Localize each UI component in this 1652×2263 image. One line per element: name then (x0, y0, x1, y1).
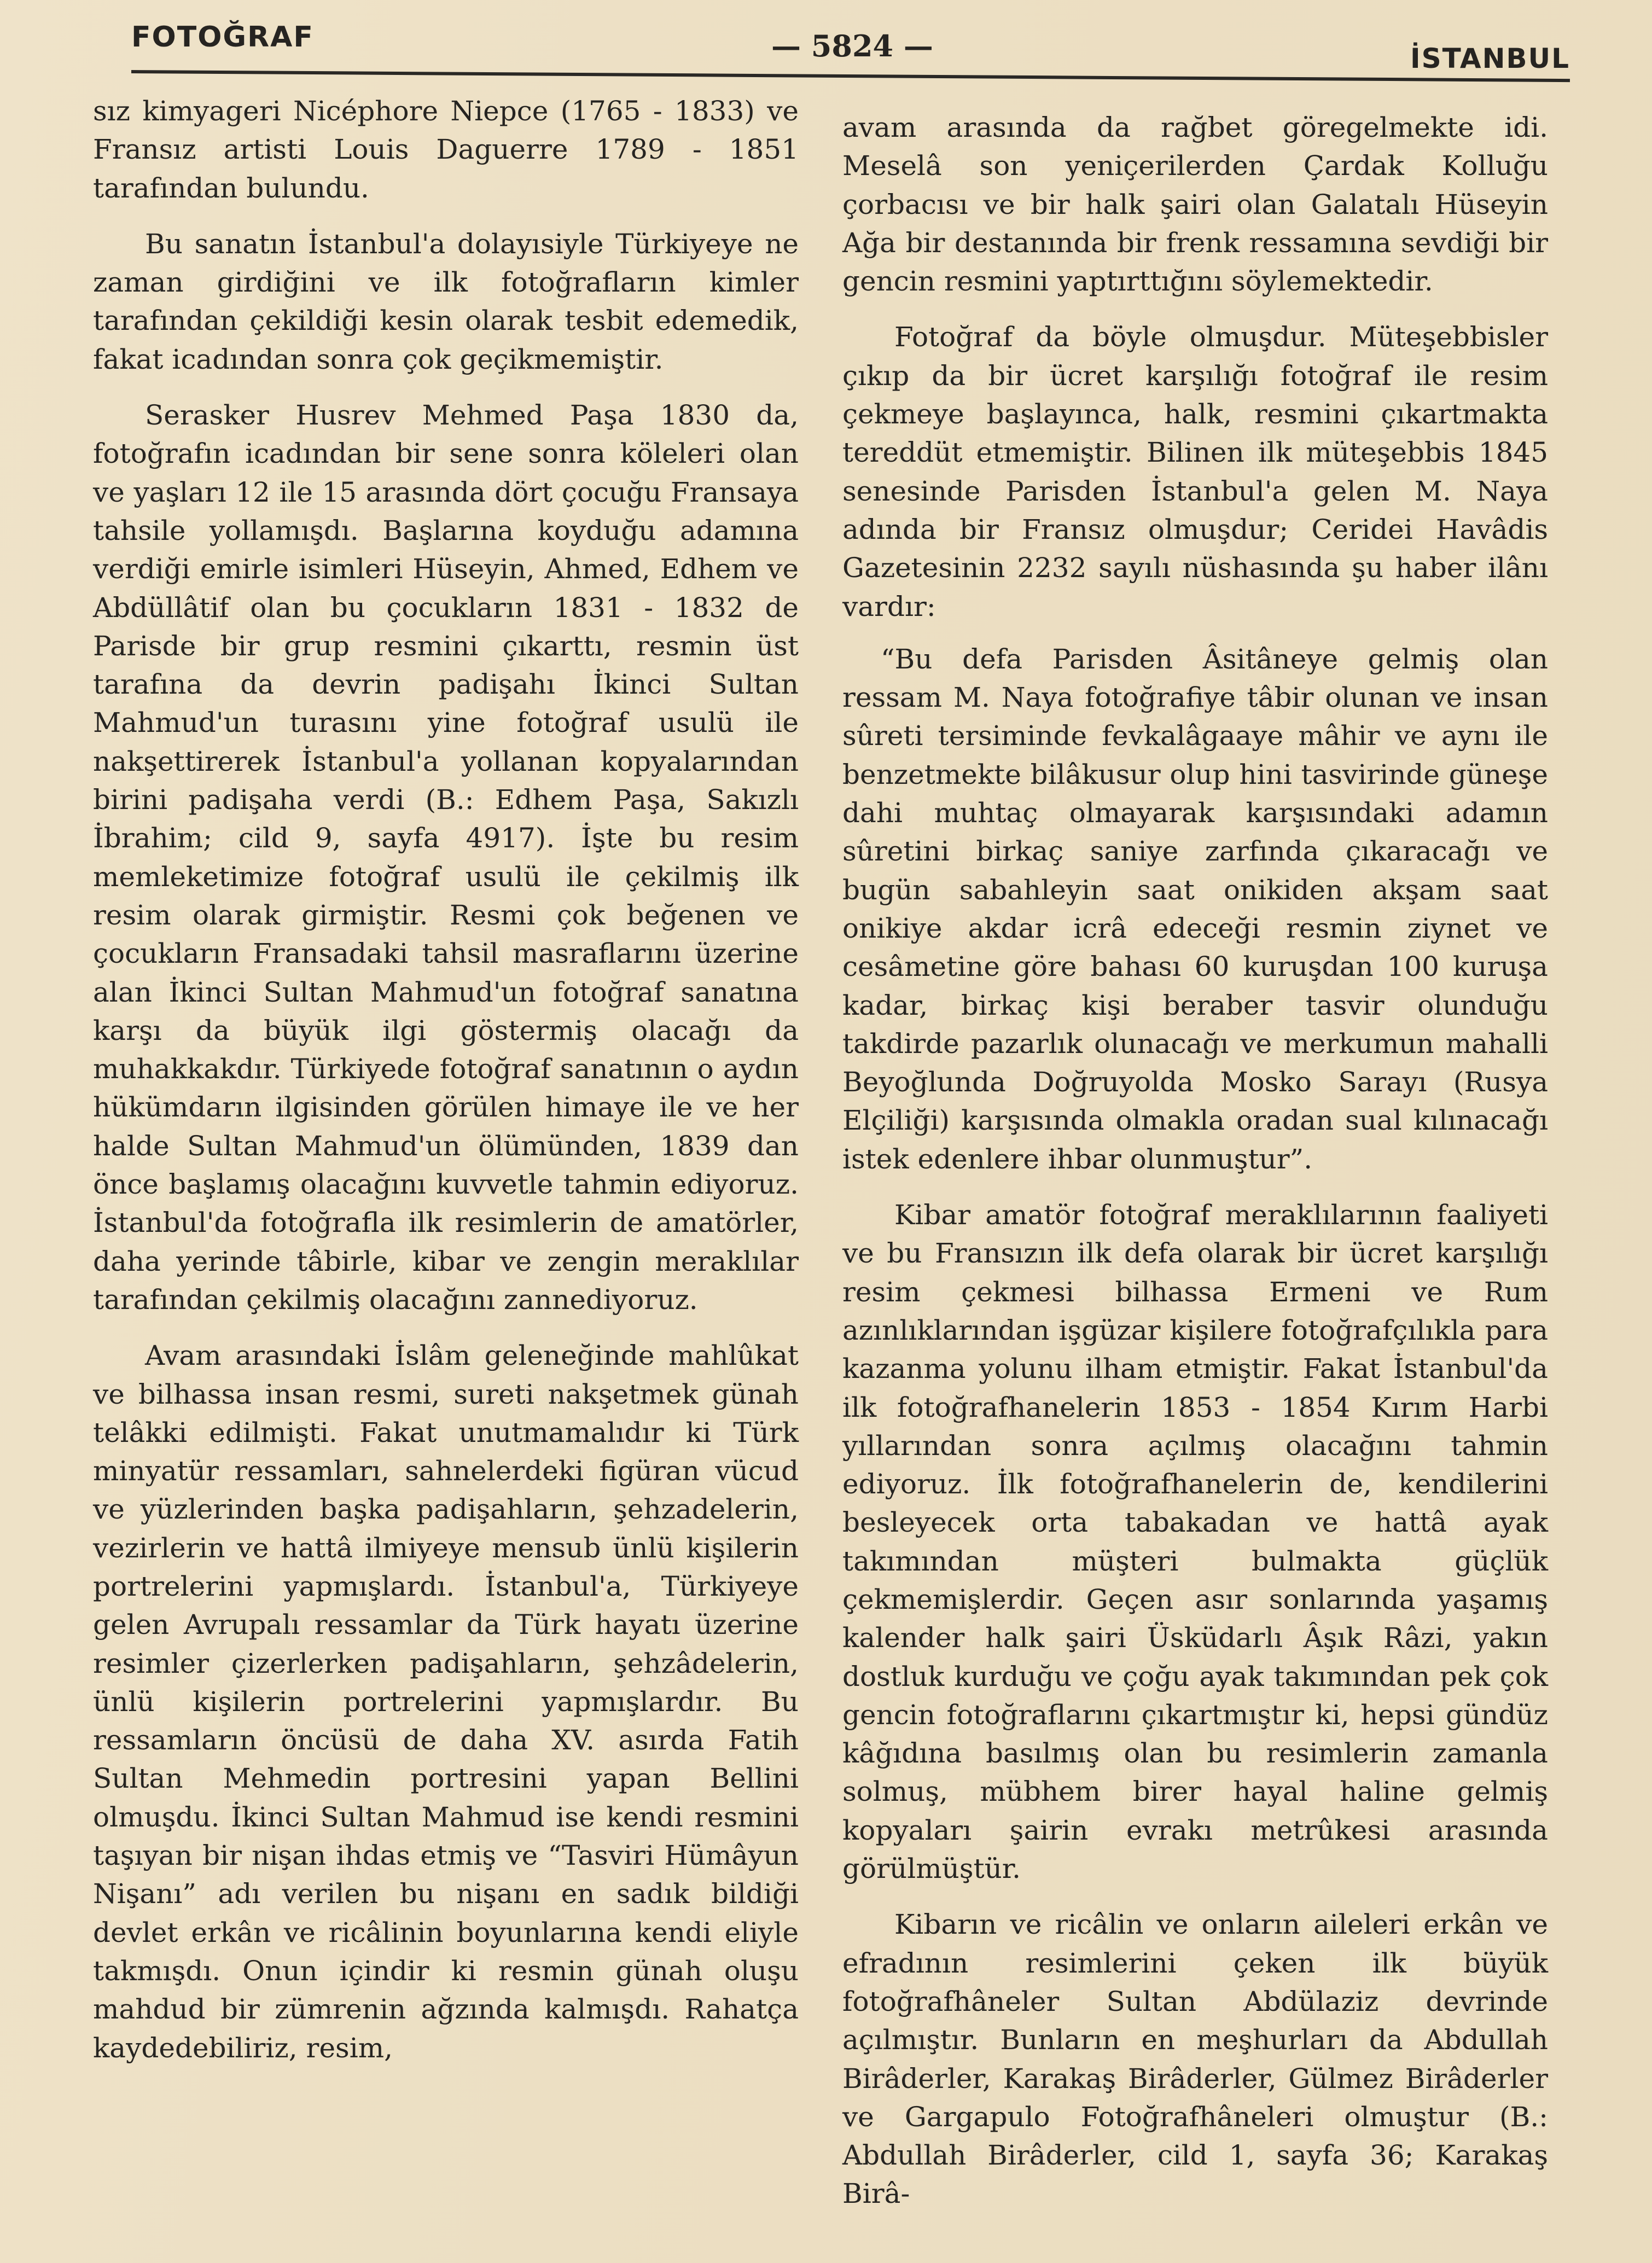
page-number: — 5824 — (771, 28, 933, 63)
quoted-announcement: “Bu defa Parisden Âsitâneye gelmiş olan ressam M. Naya fotoğrafiye tâbir olunan ve insan sûreti tersiminde fevkalâgaaye mâhir ve aynı ile benzetmekte bilâkusur olup hini tasvirinde güneşe dahi muhtaç olmayarak karşısındaki adamın sûretini birkaç saniye zarfında çıkaracağı ve bugün sabahleyin saat onikiden akşam saat onikiye akdar icrâ edeceği resmin ziynet ve cesâmetine göre bahası 60 kuruşdan 100 kuruşa kadar, birkaç kişi beraber tasvir olunduğu takdirde pazarlık olunacağı ve merkumun mahalli Beyoğlunda Doğruyolda Mosko Sarayı (Rusya Elçiliği) karşısında olmakla oradan sual kılınacağı istek edenlere ihbar olunmuştur”. (842, 643, 1548, 1175)
paragraph: Avam arasındaki İslâm geleneğinde mahlûkat ve bilhassa insan resmi, sureti nakşetmek günah telâkki edilmişti. Fakat unutmamalıdır ki Türk minyatür ressamları, sahnelerdeki figüran vücud ve yüzlerinden başka padişahların, şehzadelerin, vezirlerin ve hattâ ilmiyeye mensub ünlü kişilerin portrelerini yapmışlardı. İstanbul'a, Türkiyeye gelen Avrupalı ressamlar da Türk hayatı üzerine resimler çizerlerken padişahların, şehzâdelerin, ünlü kişilerin portrelerini yapmışlardır. Bu ressamların öncüsü de daha XV. asırda Fatih Sultan Mehmedin portresini yapan Bellini olmuşdu. İkinci Sultan Mahmud ise kendi resmini taşıyan bir nişan ihdas etmiş ve “Tasviri Hümâyun Nişanı” adı verilen bu nişanı en sadık bildiği devlet erkân ve ricâlinin boyunlarına kendi eliyle takmışdı. Onun içindir ki resmin günah oluşu mahdud bir zümrenin ağzında kalmışdı. Rahatça kaydedebiliriz, resim, (93, 1340, 799, 2064)
header-city-title: İSTANBUL (1410, 43, 1570, 74)
paragraph: Kibarın ve ricâlin ve onların aileleri erkân ve efradının resimlerini çeken ilk büyük fotoğrafhâneler Sultan Abdülaziz devrinde açılmıştır. Bunların en meşhurları da Abdullah Birâderler, Karakaş Birâderler, Gülmez Birâderler ve Gargapulo Fotoğrafhâneleri olmuştur (B.: Abdullah Birâderler, cild 1, sayfa 36; Karakaş Birâ- (842, 1909, 1548, 2210)
header-section-title: FOTOĞRAF (131, 21, 314, 54)
header-rule (131, 70, 1570, 82)
paragraph: Bu sanatın İstanbul'a dolayısiyle Türkiyeye ne zaman girdiğini ve ilk fotoğrafların kimler tarafından çekildiği kesin olarak tesbit edemedik, fakat icadından sonra çok geçikmemiştir. (93, 228, 799, 375)
right-column (842, 108, 1548, 2213)
paragraph: Serasker Husrev Mehmed Paşa 1830 da, fotoğrafın icadından bir sene sonra köleleri olan ve yaşları 12 ile 15 arasında dört çocuğu Fransaya tahsile yollamışdı. Başlarına koyduğu adamına verdiği emirle isimleri Hüseyin, Ahmed, Edhem ve Abdüllâtif olan bu çocukların 1831 - 1832 de Parisde bir grup resmini çıkarttı, resmin üst tarafına da devrin padişahı İkinci Sultan Mahmud'un turasını yine fotoğraf usulü ile nakşettirerek İstanbul'a yollanan kopyalarından birini padişaha verdi (B.: Edhem Paşa, Sakızlı İbrahim; cild 9, sayfa 4917). İşte bu resim memleketimize fotoğraf usulü ile çekilmiş ilk resim olarak girmiştir. Resmi çok beğenen ve çocukların Fransadaki tahsil masraflarını üzerine alan İkinci Sultan Mahmud'un fotoğraf sanatına karşı da büyük ilgi göstermiş olacağı da muhakkakdır. Türkiyede fotoğraf sanatının o aydın hükümdarın ilgisinden görülen himaye ile ve her halde Sultan Mahmud'un ölümünden, 1839 dan önce başlamış olacağını kuvvetle tahmin ediyoruz. İstanbul'da fotoğrafla ilk resimlerin de amatörler, daha yerinde tâbirle, kibar ve zengin meraklılar tarafından çekilmiş olacağını zannediyoruz. (93, 399, 799, 1316)
page-header (131, 11, 1570, 74)
paragraph: Kibar amatör fotoğraf meraklılarının faaliyeti ve bu Fransızın ilk defa olarak bir ücret karşılığı resim çekmesi bilhassa Ermeni ve Rum azınlıklarından işgüzar kişilere fotoğrafçılıkla para kazanma yolunu ilham etmiştir. Fakat İstanbul'da ilk fotoğrafhanelerin 1853 - 1854 Kırım Harbi yıllarından sonra açılmış olacağını tahmin ediyoruz. İlk fotoğrafhanelerin de, kendilerini besleyecek orta tabakadan ve hattâ ayak takımından müşteri bulmakta güçlük çekmemişlerdir. Geçen asır sonlarında yaşamış kalender halk şairi Üsküdarlı Âşık Râzi, yakın dostluk kurduğu ve çoğu ayak takımından pek çok gencin fotoğraflarını çıkartmıştır ki, hepsi gündüz kâğıdına basılmış olan bu resimlerin zamanla solmuş, mübhem birer hayal haline gelmiş kopyaları şairin evrakı metrûkesi arasında görülmüştür. (842, 1199, 1548, 1885)
paragraph: Fotoğraf da böyle olmuşdur. Müteşebbisler çıkıp da bir ücret karşılığı fotoğraf ile resim çekmeye başlayınca, halk, resmini çıkartmakta tereddüt etmemiştir. Bilinen ilk müteşebbis 1845 senesinde Parisden İstanbul'a gelen M. Naya adında bir Fransız olmuşdur; Ceridei Havâdis Gazetesinin 2232 sayılı nüshasında şu haber ilânı vardır: (842, 321, 1548, 623)
paragraph: avam arasında da rağbet göregelmekte idi. Meselâ son yeniçerilerden Çardak Kolluğu çorbacısı ve bir halk şairi olan Galatalı Hüseyin Ağa bir destanında bir frenk ressamına sevdiği bir gencin resmini yaptırttığını söylemektedir. (842, 112, 1548, 298)
left-column (93, 92, 799, 2067)
paragraph: sız kimyageri Nicéphore Niepce (1765 - 1833) ve Fransız artisti Louis Daguerre 1789 - 1851 tarafından bulundu. (93, 95, 799, 204)
